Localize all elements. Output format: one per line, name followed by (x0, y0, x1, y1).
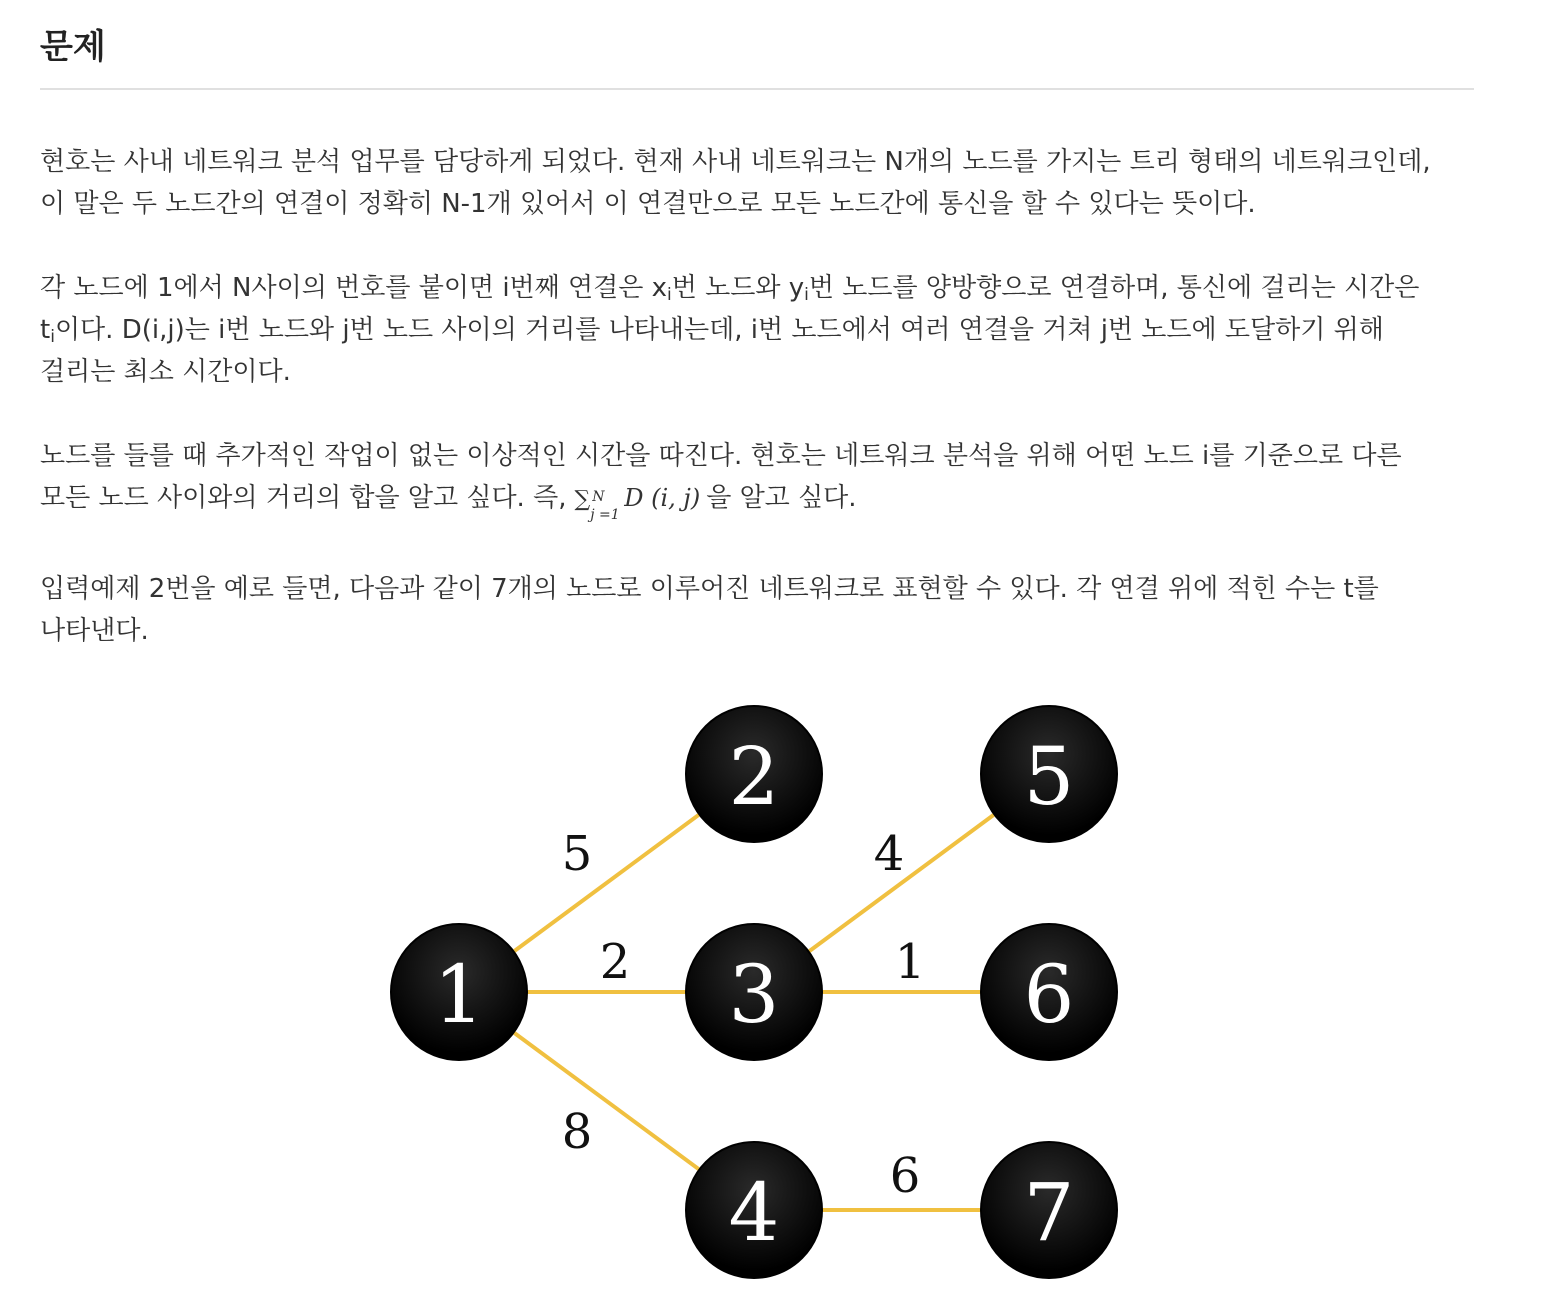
node-label-6: 6 (1023, 948, 1075, 1041)
node-label-4: 4 (728, 1166, 780, 1259)
node-label-5: 5 (1023, 730, 1075, 823)
node-5 (981, 706, 1117, 842)
edge-weight-3-5: 4 (873, 826, 905, 882)
edge-weight-1-3: 2 (599, 934, 631, 990)
example-line2: 나타낸다. (40, 616, 149, 646)
definition-text-d: t (40, 315, 51, 345)
title-divider (40, 88, 1474, 90)
node-label-1: 1 (433, 948, 485, 1041)
definition-text-b: 번 노드와 y (671, 273, 805, 303)
goal-line2-a: 모든 노드 사이와의 거리의 합을 알고 싶다. 즉, (40, 483, 567, 513)
subscript-i-t: i (50, 327, 55, 347)
paragraph-intro-line1: 현호는 사내 네트워크 분석 업무를 담당하게 되었다. 현재 사내 네트워크는 N개의 노드를 가지는 트리 형태의 네트워크인데, (40, 147, 1431, 177)
goal-line1: 노드를 들를 때 추가적인 작업이 없는 이상적인 시간을 따진다. 현호는 네트워크 분석을 위해 어떤 노드 i를 기준으로 다른 (40, 441, 1402, 471)
edge-weight-3-6: 1 (894, 934, 926, 990)
node-2 (686, 706, 822, 842)
definition-text-line3: 걸리는 최소 시간이다. (40, 357, 291, 387)
network-diagram (384, 700, 1124, 1290)
subscript-i-x: i (667, 285, 672, 305)
sum-limits (590, 489, 624, 523)
node-6 (981, 924, 1117, 1060)
sigma-symbol: ∑ (574, 487, 591, 512)
node-label-7: 7 (1023, 1166, 1075, 1259)
paragraph-intro-line2: 이 말은 두 노드간의 연결이 정확히 N-1개 있어서 이 연결만으로 모든 노드간에 통신을 할 수 있다는 뜻이다. (40, 189, 1256, 219)
section-title: 문제 (40, 27, 106, 67)
paragraph-definition (40, 267, 1419, 393)
sum-formula (574, 477, 700, 521)
paragraph-goal (40, 435, 1402, 521)
definition-text-e: 이다. D(i,j)는 i번 노드와 j번 노드 사이의 거리를 나타내는데, i번 노드에서 여러 연결을 거쳐 j번 노드에 도달하기 위해 (54, 315, 1384, 345)
node-label-3: 3 (728, 948, 780, 1041)
edge-weight-4-7: 6 (889, 1148, 921, 1204)
node-7 (981, 1142, 1117, 1278)
definition-text-c: 번 노드를 양방향으로 연결하며, 통신에 걸리는 시간은 (808, 273, 1420, 303)
node-4 (686, 1142, 822, 1278)
node-3 (686, 924, 822, 1060)
goal-line2-b: 을 알고 싶다. (706, 483, 857, 513)
paragraph-intro (40, 141, 1431, 225)
sum-upper-limit: N (592, 489, 605, 505)
definition-text-a: 각 노드에 1에서 N사이의 번호를 붙이면 i번째 연결은 x (40, 273, 668, 303)
example-line1: 입력예제 2번을 예로 들면, 다음과 같이 7개의 노드로 이루어진 네트워크로 표현할 수 있다. 각 연결 위에 적힌 수는 t를 (40, 574, 1379, 604)
paragraph-example (40, 568, 1379, 652)
node-1 (391, 924, 527, 1060)
edge-weight-1-4: 8 (561, 1104, 593, 1160)
subscript-i-y: i (804, 285, 809, 305)
nodes-layer (391, 706, 1117, 1278)
node-label-2: 2 (728, 730, 780, 823)
edge-weight-1-2: 5 (561, 826, 593, 882)
formula-body: D (i, j) (624, 484, 701, 512)
sum-lower-limit: j =1 (590, 507, 620, 523)
